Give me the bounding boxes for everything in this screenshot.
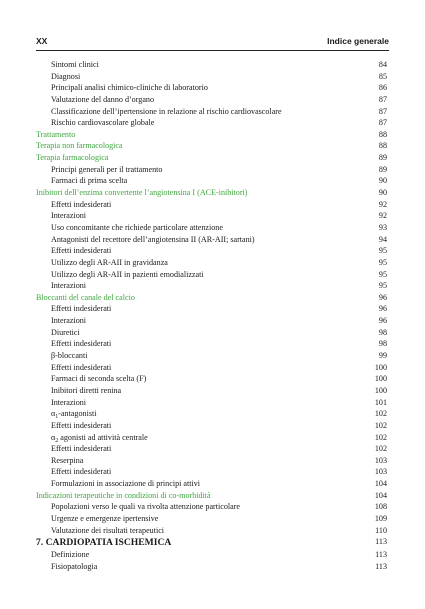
toc-entry-page: 102	[374, 444, 387, 454]
toc-entry-page: 87	[378, 106, 387, 116]
toc-entry-label: Popolazioni verso le quali va rivolta attenzione particolare	[51, 502, 241, 512]
toc-entry[interactable]	[36, 71, 387, 83]
toc-entry[interactable]	[36, 350, 387, 362]
toc-entry-label: Rischio cardiovascolare globale	[51, 118, 155, 128]
toc-entry-page: 90	[378, 188, 387, 198]
page-number: XX	[36, 36, 48, 46]
toc-entry-label: Principi generali per il trattamento	[51, 164, 163, 174]
toc-entry-label: Utilizzo degli AR-AII in pazienti emodializzati	[51, 269, 204, 279]
toc-entry-page: 95	[378, 246, 387, 256]
toc-entry-page: 96	[378, 316, 387, 326]
toc-entry[interactable]	[36, 222, 387, 234]
toc-entry[interactable]	[36, 269, 387, 281]
toc-entry-page: 98	[378, 339, 387, 349]
toc-entry[interactable]	[36, 245, 387, 257]
toc-entry-page: 87	[378, 94, 387, 104]
toc-entry-page: 108	[374, 502, 387, 512]
toc-entry[interactable]	[36, 478, 387, 490]
toc-entry-label: Classificazione dell’ipertensione in relazione al rischio cardiovascolare	[51, 106, 282, 116]
toc-entry[interactable]	[36, 513, 387, 525]
toc-entry[interactable]	[36, 432, 387, 444]
toc-entry-page: 96	[378, 292, 387, 302]
chapter-page: 113	[375, 537, 387, 546]
toc-entry[interactable]	[36, 327, 387, 339]
running-header	[36, 36, 389, 50]
toc-entry-label: Valutazione del danno d’organo	[51, 94, 155, 104]
toc-entry[interactable]	[36, 175, 387, 187]
toc-section-entry[interactable]	[36, 140, 387, 152]
toc-entry[interactable]	[36, 257, 387, 269]
toc-section-entry[interactable]	[36, 490, 387, 502]
toc-entry-label: Principali analisi chimico-cliniche di laboratorio	[51, 83, 208, 93]
toc-entry[interactable]	[36, 525, 387, 537]
toc-entry-label: Effetti indesiderati	[51, 246, 112, 256]
toc-entry[interactable]	[36, 455, 387, 467]
toc-entry-label: Definizione	[51, 550, 90, 559]
toc-entry[interactable]	[36, 106, 387, 118]
toc-entry-page: 102	[374, 432, 387, 442]
toc-entry-page: 113	[375, 561, 387, 571]
toc-entry[interactable]	[36, 117, 387, 129]
toc-entry-label: Effetti indesiderati	[51, 339, 112, 349]
toc-entry[interactable]	[36, 501, 387, 513]
toc-entry[interactable]	[36, 59, 387, 71]
toc-entry-page: 89	[378, 153, 387, 163]
toc-entry[interactable]	[36, 408, 387, 420]
toc-entry-label: Urgenze e emergenze ipertensive	[51, 513, 159, 523]
toc-entry-page: 86	[378, 83, 387, 93]
toc-entry-label: Antagonisti del recettore dell’angiotensina II (AR-AII; sartani)	[51, 234, 255, 244]
toc-entry-label: $\alpha_2$ agonisti ad attività centrale	[51, 432, 148, 444]
toc-entry-page: 94	[378, 234, 387, 244]
toc-entry-label: Effetti indesiderati	[51, 362, 112, 372]
toc-entry-page: 104	[374, 490, 387, 500]
toc-entry[interactable]	[36, 280, 387, 292]
header-rule	[36, 50, 389, 51]
toc-entry-page: 92	[378, 199, 387, 209]
toc-entry[interactable]	[36, 315, 387, 327]
toc-entry-label: Interazioni	[51, 211, 87, 221]
toc-entry[interactable]	[36, 94, 387, 106]
toc-entry[interactable]	[36, 210, 387, 222]
toc-entry-label: Bloccanti del canale del calcio	[36, 292, 135, 302]
toc-entry[interactable]	[36, 234, 387, 246]
toc-entry-page: 88	[378, 129, 387, 139]
toc-entry-page: 102	[374, 409, 387, 419]
toc-entry-label: Utilizzo degli AR-AII in gravidanza	[51, 257, 168, 267]
toc-entry-page: 103	[374, 467, 387, 477]
toc-entry-page: 95	[378, 257, 387, 267]
toc-entry-page: 100	[374, 362, 387, 372]
toc-entry-label: Effetti indesiderati	[51, 420, 112, 430]
toc-section-entry[interactable]	[36, 152, 387, 164]
toc-entry-label: Effetti indesiderati	[51, 467, 112, 477]
toc-entry-page: 87	[378, 118, 387, 128]
toc-entry-page: 101	[374, 397, 387, 407]
chapter-title: 7. CARDIOPATIA ISCHEMICA	[36, 537, 172, 548]
toc-entry-label: $\alpha_1$-antagonisti	[51, 409, 97, 421]
toc-entry-label: β-bloccanti	[51, 351, 88, 361]
toc-entry[interactable]	[36, 199, 387, 211]
toc-entry-page: 93	[378, 222, 387, 232]
toc-entry-label: Inibitori dell’enzima convertente l’angiotensina I (ACE-inibitori)	[36, 188, 248, 198]
toc-entry-label: Sintomi clinici	[51, 60, 99, 69]
toc-entry[interactable]	[36, 420, 387, 432]
toc-entry-label: Formulazioni in associazione di principi attivi	[51, 479, 201, 489]
toc-entry[interactable]	[36, 466, 387, 478]
toc-entry-page: 89	[378, 164, 387, 174]
toc-entry-page: 90	[378, 176, 387, 186]
toc-entry-page: 84	[378, 60, 387, 69]
toc-entry[interactable]	[36, 397, 387, 409]
toc-section-entry[interactable]	[36, 129, 387, 141]
toc-entry[interactable]	[36, 443, 387, 455]
toc-entry-page: 109	[374, 513, 387, 523]
toc-entry-page: 102	[374, 420, 387, 430]
chapter-toc-list	[36, 549, 387, 572]
toc-entry[interactable]	[36, 303, 387, 315]
toc-entry-page: 113	[375, 550, 387, 559]
toc-entry-label: Interazioni	[51, 397, 87, 407]
toc-entry-page: 92	[378, 211, 387, 221]
toc-entry-label: Diagnosi	[51, 71, 81, 81]
toc-entry-label: Effetti indesiderati	[51, 304, 112, 314]
toc-entry-label: Trattamento	[36, 129, 76, 139]
toc-entry-label: Farmaci di seconda scelta (F)	[51, 374, 147, 384]
toc-entry-label: Inibitori diretti renina	[51, 385, 122, 395]
toc-entry-label: Effetti indesiderati	[51, 199, 112, 209]
running-title: Indice generale	[327, 36, 389, 46]
toc-entry-label: Valutazione dei risultati terapeutici	[51, 525, 165, 535]
toc-entry-page: 110	[375, 525, 387, 535]
toc-section-entry[interactable]	[36, 187, 387, 199]
toc-entry[interactable]	[36, 385, 387, 397]
toc-entry-label: Indicazioni terapeutiche in condizioni di co-morbidità	[36, 490, 211, 500]
toc-entry-label: Reserpina	[51, 455, 84, 465]
toc-entry-label: Effetti indesiderati	[51, 444, 112, 454]
toc-entry[interactable]	[36, 338, 387, 350]
toc-list	[36, 59, 387, 536]
toc-entry[interactable]	[36, 362, 387, 374]
toc-entry-label: Farmaci di prima scelta	[51, 176, 128, 186]
toc-entry-page: 104	[374, 479, 387, 489]
toc-entry-label: Uso concomitante che richiede particolare attenzione	[51, 222, 223, 232]
toc-entry-label: Diuretici	[51, 327, 80, 337]
toc-entry-page: 88	[378, 141, 387, 151]
toc-entry-page: 85	[378, 71, 387, 81]
toc-entry-label: Terapia farmacologica	[36, 153, 109, 163]
toc-entry-page: 100	[374, 385, 387, 395]
toc-entry[interactable]	[36, 82, 387, 94]
toc-entry-label: Interazioni	[51, 316, 87, 326]
toc-entry[interactable]	[36, 164, 387, 176]
toc-entry-label: Fisiopatologia	[51, 561, 98, 571]
toc-entry-page: 96	[378, 304, 387, 314]
toc-entry-label: Terapia non farmacologica	[36, 141, 123, 151]
toc-entry[interactable]	[36, 549, 387, 561]
toc-entry[interactable]	[36, 561, 387, 573]
toc-entry[interactable]	[36, 373, 387, 385]
toc-section-entry[interactable]	[36, 292, 387, 304]
toc-entry-page: 103	[374, 455, 387, 465]
toc-entry-page: 98	[378, 327, 387, 337]
toc-entry-page: 99	[378, 351, 387, 361]
toc-entry-label: Interazioni	[51, 281, 87, 291]
toc-entry-page: 95	[378, 269, 387, 279]
toc-entry-page: 95	[378, 281, 387, 291]
toc-entry-page: 100	[374, 374, 387, 384]
